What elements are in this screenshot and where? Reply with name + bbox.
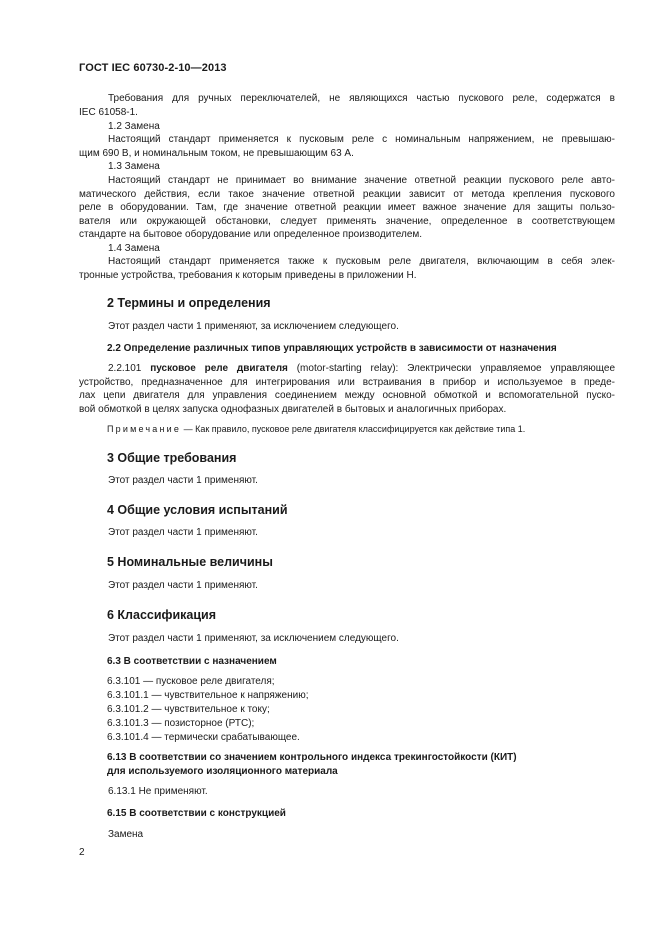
paragraph-line: реле в оборудовании. Там, где значение ответной реакции имеет важное значение для защиты пользо- [79,202,615,213]
definition-line: устройство, предназначенное для интегрирования или встраивания в прибор и используемое в преде- [79,377,615,388]
subsection-heading: 6.3 В соответствии с назначением [107,656,277,667]
definition-line: лах цепи двигателя для управления соединением между основной обмоткой и вспомогательной пуско- [79,390,615,401]
section-heading: 6 Классификация [107,608,217,622]
clause-title: 1.3 Замена [108,161,160,172]
definition-line [79,362,615,376]
section-text: Этот раздел части 1 применяют. [108,527,258,538]
definition-number: 2.2.101 [108,363,142,374]
definition-line: вой обмоткой в целях запуска однофазных двигателей в бытовых и аналогичных приборах. [79,404,507,415]
subsection-heading: 6.15 В соответствии с конструкцией [107,808,286,819]
paragraph-line: щим 690 В, и номинальным током, не превышающим 63 А. [79,148,354,159]
list-item: 6.3.101.2 — чувствительное к току; [107,704,270,715]
paragraph-line: тронные устройства, требования к которым приведены в приложении Н. [79,270,417,281]
note-text: — Как правило, пусковое реле двигателя классифицируется как действие типа 1. [183,424,526,434]
paragraph-line: Требования для ручных переключателей, не являющихся частью пускового реле, содержатся в [108,93,615,104]
paragraph-line: Настоящий стандарт применяется также к пусковым реле двигателя, включающим в себя элек- [108,256,615,267]
subsection-heading: 6.13 В соответствии со значением контрольного индекса трекингостойкости (КИТ) [107,752,517,763]
list-item: 6.3.101 — пусковое реле двигателя; [107,676,275,687]
section-text: 6.13.1 Не применяют. [108,786,208,797]
section-text: Этот раздел части 1 применяют. [108,475,258,486]
note [107,424,525,434]
clause-title: 1.4 Замена [108,243,160,254]
section-heading: 3 Общие требования [107,451,237,465]
section-text: Этот раздел части 1 применяют, за исключением следующего. [108,633,399,644]
subsection-heading: 2.2 Определение различных типов управляющих устройств в зависимости от назначения [107,343,557,354]
definition-term: пусковое реле двигателя [150,363,288,374]
page-number: 2 [79,847,85,858]
section-heading: 5 Номинальные величины [107,555,273,569]
paragraph-line: Настоящий стандарт не принимает во внимание значение ответной реакции пускового реле авто- [108,175,615,186]
subsection-heading: для используемого изоляционного материала [107,766,338,777]
paragraph-line: IEC 61058-1. [79,107,138,118]
list-item: 6.3.101.1 — чувствительное к напряжению; [107,690,309,701]
list-item: 6.3.101.4 — термически срабатывающее. [107,732,300,743]
definition-text: (motor-starting relay): Электрически управляемое управляющее [296,363,616,374]
note-label: Примечание [107,424,182,434]
section-text: Этот раздел части 1 применяют, за исключением следующего. [108,321,399,332]
paragraph-line: матического действия, если такое значение ответной реакции зависит от метода крепления пускового [79,189,615,200]
section-heading: 4 Общие условия испытаний [107,503,288,517]
document-header: ГОСТ IEC 60730-2-10—2013 [79,62,227,74]
paragraph-line: Настоящий стандарт применяется к пусковым реле с номинальным напряжением, не превышаю- [108,134,615,145]
section-heading: 2 Термины и определения [107,296,271,310]
list-item: 6.3.101.3 — позисторное (РТС); [107,718,255,729]
classification-list [107,675,308,745]
clause-title: 1.2 Замена [108,121,160,132]
paragraph-line: стандарте на бытовое оборудование или определенное производителем. [79,229,423,240]
paragraph-line: вателя или окружающей обстановки, следует применять значение, определенное в соответствующем [79,216,615,227]
section-text: Этот раздел части 1 применяют. [108,580,258,591]
section-text: Замена [108,829,144,840]
